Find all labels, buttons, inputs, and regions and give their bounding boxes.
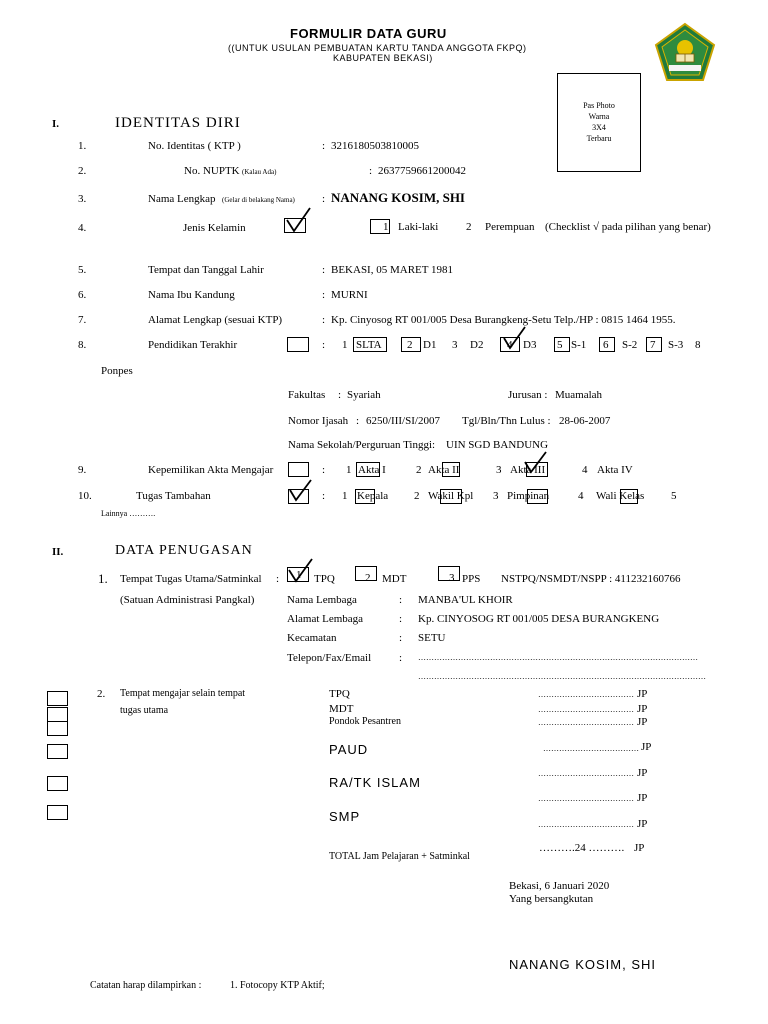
option-label: S-1: [571, 339, 587, 351]
form-region: KABUPATEN BEKASI): [333, 53, 433, 63]
birth-value[interactable]: BEKASI, 05 MARET 1981: [331, 264, 454, 276]
signature-name: NANANG KOSIM, SHI: [509, 957, 657, 972]
jp-dots[interactable]: ………………………………: [538, 769, 634, 778]
place-name: TPQ: [329, 688, 350, 700]
full-name-value[interactable]: NANANG KOSIM, SHI: [331, 190, 465, 205]
option-number: 5: [671, 490, 677, 502]
row-number: 5.: [78, 264, 87, 276]
separator: :: [322, 314, 326, 326]
checklist-note: (Checklist √ pada pilihan yang benar): [545, 221, 711, 233]
akta-checkbox[interactable]: [288, 462, 309, 477]
separator: :: [322, 193, 326, 205]
notes-item: 1. Fotocopy KTP Aktif;: [230, 980, 325, 991]
field-label-note: (Gelar di belakang Nama): [222, 196, 295, 204]
option-label: S-3: [668, 339, 684, 351]
field-label: Tempat dan Tanggal Lahir: [148, 264, 264, 276]
option-label: D2: [470, 339, 484, 351]
row-number: 1.: [98, 571, 108, 586]
field-label: Nama Lembaga: [287, 594, 357, 606]
option-number: 8: [695, 339, 701, 351]
jp-unit: JP: [637, 792, 648, 804]
field-label: Tgl/Bln/Thn Lulus :: [462, 415, 551, 427]
jp-dots[interactable]: ………………………………: [538, 718, 634, 727]
separator: :: [399, 613, 403, 625]
option-number: 3: [493, 490, 499, 502]
separator: :: [322, 289, 326, 301]
option-label: PPS: [462, 573, 481, 585]
form-title: FORMULIR DATA GURU: [290, 26, 447, 41]
option-number: 1: [296, 569, 302, 581]
signature-role: Yang bersangkutan: [509, 893, 594, 905]
field-label: Tugas Tambahan: [136, 490, 211, 502]
field-label: tugas utama: [120, 705, 169, 716]
ktp-value[interactable]: 3216180503810005: [331, 140, 419, 152]
checkmark-icon: [524, 450, 548, 474]
section-number: II.: [52, 546, 64, 558]
field-label: Pendidikan Terakhir: [148, 339, 238, 351]
jp-dots[interactable]: ………………………………: [538, 794, 634, 803]
education-checkbox[interactable]: [287, 337, 309, 352]
jp-unit: JP: [634, 842, 645, 854]
pas-photo-box: [557, 73, 641, 172]
row-number: 3.: [78, 193, 87, 205]
option-label: Akta IV: [597, 464, 633, 476]
option-label: MDT: [382, 573, 407, 585]
row-number: 1.: [78, 140, 87, 152]
option-number: 2: [365, 572, 371, 584]
school-value[interactable]: UIN SGD BANDUNG: [446, 439, 549, 451]
faculty-value[interactable]: Syariah: [347, 389, 381, 401]
field-label: Alamat Lengkap (sesuai KTP): [148, 314, 283, 326]
jp-dots[interactable]: ………………………………: [538, 690, 634, 699]
jp-unit: JP: [637, 703, 648, 715]
option-label: Kepala: [357, 490, 389, 502]
separator: :: [322, 464, 326, 476]
checkmark-icon: [288, 557, 314, 583]
option-label: Akta II: [428, 464, 460, 476]
option-label: Laki-laki: [398, 221, 439, 233]
jp-dots[interactable]: ………………………………: [538, 820, 634, 829]
place-name: Pondok Pesantren: [329, 716, 401, 727]
place-checkbox[interactable]: [47, 691, 68, 706]
row-number: 6.: [78, 289, 87, 301]
kemenag-logo-icon: [654, 22, 716, 84]
option-number: 2: [466, 221, 472, 233]
separator: :: [399, 632, 403, 644]
option-label: Ponpes: [101, 365, 133, 377]
field-label: Fakultas: [288, 389, 326, 401]
separator: :: [356, 415, 360, 427]
field-sublabel: (Satuan Administrasi Pangkal): [120, 594, 255, 606]
checkmark-icon: [286, 206, 312, 234]
mother-name-value[interactable]: MURNI: [331, 289, 368, 301]
form-subtitle: ((UNTUK USULAN PEMBUATAN KARTU TANDA ANGGOTA FKPQ): [228, 43, 527, 53]
total-label: TOTAL Jam Pelajaran + Satminkal: [329, 851, 470, 862]
field-label: Kepemilikan Akta Mengajar: [148, 464, 274, 476]
row-number: 2.: [97, 688, 106, 700]
place-checkbox[interactable]: [47, 744, 68, 759]
option-number: 3: [496, 464, 502, 476]
nuptk-value[interactable]: 2637759661200042: [378, 165, 466, 177]
signature-place-date: Bekasi, 6 Januari 2020: [509, 880, 610, 892]
option-number: 6: [603, 339, 609, 351]
place-name: PAUD: [329, 742, 369, 757]
option-number: 1: [383, 221, 389, 233]
option-number: 4: [582, 464, 588, 476]
separator: :: [322, 339, 326, 351]
field-label-note: (Kalau Ada): [242, 168, 277, 176]
option-number: 4: [507, 339, 513, 351]
option-label: Wakil Kpl: [428, 490, 474, 502]
option-number: 2: [414, 490, 420, 502]
option-label: S-2: [622, 339, 638, 351]
option-label: Akta I: [358, 464, 386, 476]
photo-label: 3X4: [592, 123, 606, 132]
option-label: SLTA: [356, 339, 382, 351]
place-checkbox[interactable]: [47, 776, 68, 791]
place-checkbox[interactable]: [47, 707, 68, 722]
separator: :: [276, 573, 280, 585]
option-label: D3: [523, 339, 537, 351]
field-label: Tempat mengajar selain tempat: [120, 688, 246, 699]
separator: :: [322, 264, 326, 276]
field-label: Nomor Ijasah: [288, 415, 349, 427]
field-label: Kecamatan: [287, 632, 337, 644]
place-name: RA/TK ISLAM: [329, 775, 421, 790]
photo-label: Terbaru: [586, 134, 612, 143]
graduation-date-value[interactable]: 28-06-2007: [559, 415, 611, 427]
jp-unit: JP: [637, 716, 648, 728]
option-label: Wali Kelas: [596, 490, 645, 502]
field-label: No. Identitas ( KTP ): [148, 140, 241, 152]
place-checkbox[interactable]: [47, 721, 68, 736]
field-label: No. NUPTK: [184, 165, 240, 177]
row-number: 8.: [78, 339, 87, 351]
row-number: 9.: [78, 464, 87, 476]
field-label: Nama Sekolah/Perguruan Tinggi:: [288, 439, 436, 451]
option-number: 5: [557, 339, 563, 351]
total-jp-value[interactable]: ……….24 ……….: [539, 842, 625, 854]
separator: :: [338, 389, 342, 401]
option-label: Akta III: [510, 464, 546, 476]
field-label: Nama Ibu Kandung: [148, 289, 235, 301]
option-number: 2: [407, 339, 413, 351]
photo-label: Pas Photo: [583, 101, 615, 110]
option-number: 3: [452, 339, 458, 351]
option-number: 1: [346, 464, 352, 476]
option-number: 1: [342, 339, 348, 351]
option-label: Lainnya ……….: [101, 509, 156, 518]
field-label: Telepon/Fax/Email: [287, 652, 372, 664]
major-value[interactable]: Muamalah: [555, 389, 603, 401]
option-label: Perempuan: [485, 221, 535, 233]
address-value[interactable]: Kp. Cinyosog RT 001/005 Desa Burangkeng-Setu Telp./HP : 0815 1464 1955.: [331, 314, 676, 326]
institution-name-value[interactable]: MANBA'UL KHOIR: [418, 594, 513, 606]
option-number: 2: [416, 464, 422, 476]
section-title: DATA PENUGASAN: [115, 543, 253, 558]
jp-dots[interactable]: ………………………………: [543, 744, 639, 753]
option-label: Pimpinan: [507, 490, 550, 502]
option-number: 3: [449, 572, 455, 584]
place-checkbox[interactable]: [47, 805, 68, 820]
separator: :: [322, 140, 326, 152]
option-label: D1: [423, 339, 437, 351]
ijazah-value[interactable]: 6250/III/SI/2007: [366, 415, 440, 427]
jp-dots[interactable]: ………………………………: [538, 705, 634, 714]
jp-unit: JP: [637, 767, 648, 779]
option-number: 4: [578, 490, 584, 502]
option-number: 1: [342, 490, 348, 502]
field-label: Jenis Kelamin: [183, 222, 246, 234]
photo-label: Warna: [588, 112, 610, 121]
field-label: Jurusan :: [508, 389, 548, 401]
separator: :: [369, 165, 373, 177]
place-name: MDT: [329, 703, 354, 715]
phone-value[interactable]: ……………………………………………………………………………………………: [418, 653, 698, 662]
separator: :: [399, 652, 403, 664]
checkmark-icon: [289, 478, 313, 502]
place-name: SMP: [329, 809, 361, 824]
nstpq-value[interactable]: NSTPQ/NSMDT/NSPP : 411232160766: [501, 573, 681, 585]
option-label: TPQ: [314, 573, 335, 585]
separator: :: [322, 490, 326, 502]
field-label: Alamat Lembaga: [287, 613, 364, 625]
section-title: IDENTITAS DIRI: [115, 115, 241, 131]
field-label: Nama Lengkap: [148, 193, 216, 205]
jp-unit: JP: [641, 741, 652, 753]
row-number: 2.: [78, 165, 87, 177]
district-value[interactable]: SETU: [418, 632, 446, 644]
separator: :: [399, 594, 403, 606]
row-number: 4.: [78, 222, 87, 234]
notes-label: Catatan harap dilampirkan :: [90, 980, 202, 991]
jp-unit: JP: [637, 688, 648, 700]
institution-address-value[interactable]: Kp. CINYOSOG RT 001/005 DESA BURANGKENG: [418, 613, 660, 625]
jp-unit: JP: [637, 818, 648, 830]
section-number: I.: [52, 118, 60, 130]
phone-value-line2[interactable]: ………………………………………………………………………………………………: [418, 672, 706, 681]
option-number: 7: [650, 339, 656, 351]
row-number: 10.: [78, 490, 92, 502]
field-label: Tempat Tugas Utama/Satminkal: [120, 573, 262, 585]
row-number: 7.: [78, 314, 87, 326]
